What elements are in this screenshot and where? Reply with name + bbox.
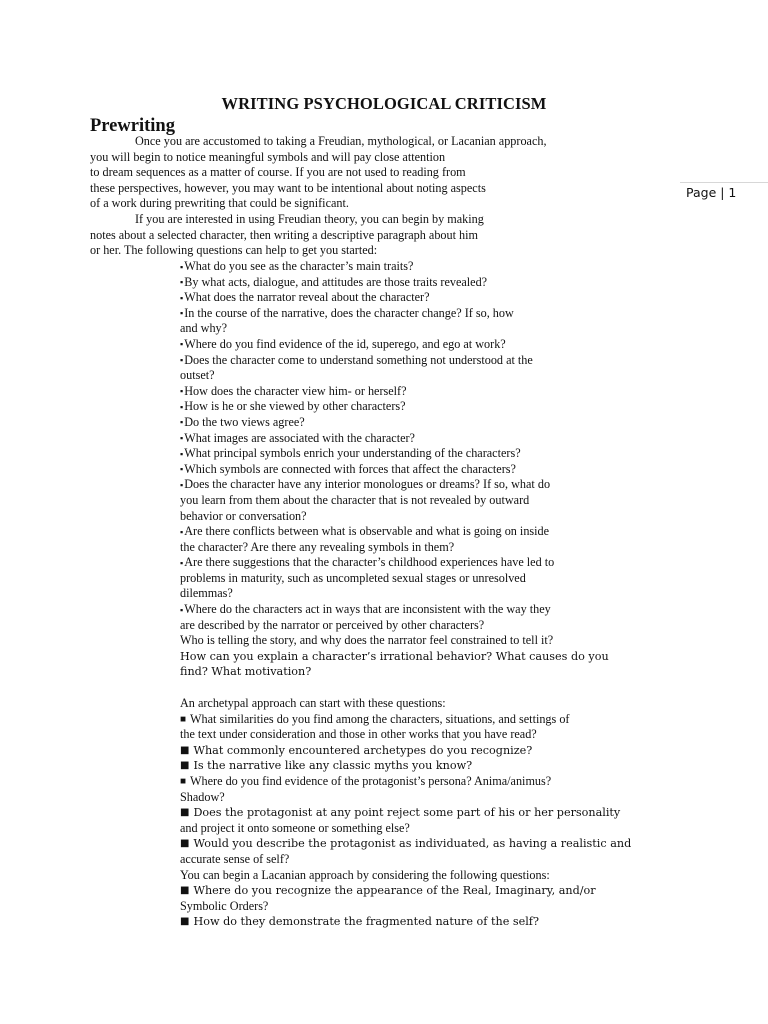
question-text: What do you see as the character’s main traits? (184, 259, 414, 273)
question-text: Is the narrative like any classic myths you know? (193, 759, 473, 773)
question-line (180, 586, 610, 602)
text-line: or her. The following questions can help to get you started: (90, 243, 378, 258)
bullet-icon: ▪ (180, 464, 184, 475)
bullet-icon: ▪ (180, 417, 184, 428)
question-text: you learn from them about the character that is not revealed by outward (180, 492, 530, 507)
question-text: Where do the characters act in ways that are inconsistent with the way they (184, 602, 551, 617)
question-line (180, 399, 610, 415)
question-line (180, 883, 610, 899)
question-line (180, 290, 610, 306)
question-text: By what acts, dialogue, and attitudes are those traits revealed? (184, 274, 488, 289)
text-line: If you are interested in using Freudian theory, you can begin by making (135, 212, 484, 226)
lacanian-question-list (180, 883, 610, 930)
text-line: Once you are accustomed to taking a Freudian, mythological, or Lacanian approach, (135, 134, 547, 148)
question-text: Does the character come to understand something not understood at the (184, 352, 533, 367)
question-text: What commonly encountered archetypes do you recognize? (193, 743, 533, 757)
intro-paragraph-1 (90, 134, 610, 212)
question-line (180, 524, 610, 540)
question-text: accurate sense of self? (180, 851, 290, 866)
question-line (180, 664, 610, 680)
question-line (180, 306, 610, 322)
bullet-icon: ▪ (180, 479, 184, 490)
question-text: Where do you find evidence of the id, superego, and ego at work? (184, 336, 506, 351)
question-text: find? What motivation? (180, 665, 312, 679)
question-line (180, 509, 610, 525)
document-title: WRITING PSYCHOLOGICAL CRITICISM (221, 94, 547, 113)
text-line: these perspectives, however, you may want to be intentional about noting aspects (90, 180, 486, 195)
text-line: to dream sequences as a matter of course. If you are not used to reading from (90, 165, 466, 180)
bullet-icon: ■ (180, 838, 190, 850)
question-text: How do they demonstrate the fragmented nature of the self? (193, 915, 539, 929)
question-text: What does the narrator reveal about the character? (184, 290, 430, 305)
bullet-icon: ▪ (180, 557, 184, 568)
page-header-rule (680, 182, 768, 183)
question-line (180, 836, 632, 852)
freudian-question-list (180, 259, 610, 680)
question-text: Where do you find evidence of the protagonist’s persona? Anima/animus? (190, 773, 552, 788)
bullet-icon: ▪ (180, 261, 184, 272)
question-line (180, 743, 610, 759)
lacanian-intro: You can begin a Lacanian approach by considering the following questions: (180, 867, 550, 882)
bullet-icon: ▪ (180, 526, 184, 537)
question-line (180, 540, 610, 556)
question-text: Does the protagonist at any point reject some part of his or her personality (193, 806, 621, 820)
intro-paragraph-2 (90, 212, 610, 259)
question-line (180, 462, 610, 478)
bullet-icon: ▪ (180, 448, 184, 459)
archetypal-question-list (180, 711, 632, 868)
question-line (180, 805, 621, 821)
bullet-icon: ■ (180, 713, 187, 725)
question-text: What similarities do you find among the characters, situations, and settings of (190, 711, 570, 726)
question-line (180, 571, 610, 587)
question-text: outset? (180, 368, 215, 383)
bullet-icon: ■ (180, 807, 190, 819)
question-line (180, 712, 610, 728)
question-line (180, 259, 610, 275)
question-line (180, 914, 610, 930)
text-line: of a work during prewriting that could be significant. (90, 196, 349, 211)
bullet-icon: ▪ (180, 355, 184, 366)
question-line (180, 649, 610, 665)
question-line (180, 275, 610, 291)
question-line (180, 618, 610, 634)
question-line (180, 758, 610, 774)
archetypal-section (180, 696, 632, 930)
question-text: dilemmas? (180, 586, 233, 601)
question-text: How can you explain a character’s irrational behavior? What causes do you (180, 649, 609, 663)
question-line (180, 727, 610, 743)
bullet-icon: ■ (180, 775, 187, 787)
question-line (180, 602, 610, 618)
question-line (180, 321, 610, 337)
question-text: Where do you recognize the appearance of the Real, Imaginary, and/or (193, 884, 596, 898)
question-line (180, 337, 610, 353)
bullet-icon: ▪ (180, 604, 184, 615)
question-text: Symbolic Orders? (180, 898, 269, 913)
bullet-icon: ▪ (180, 277, 184, 288)
question-text: Shadow? (180, 789, 225, 804)
question-line (180, 821, 610, 837)
bullet-icon: ■ (180, 760, 190, 772)
question-text: How is he or she viewed by other characters? (184, 399, 406, 414)
bullet-icon: ▪ (180, 339, 184, 350)
question-text: How does the character view him- or herself? (184, 383, 407, 398)
question-line (180, 431, 610, 447)
section-heading: Prewriting (90, 116, 175, 136)
question-text: are described by the narrator or perceived by other characters? (180, 617, 485, 632)
bullet-icon: ▪ (180, 292, 184, 303)
question-text: and project it onto someone or something else? (180, 820, 410, 835)
question-line (180, 555, 610, 571)
text-line: you will begin to notice meaningful symbols and will pay close attention (90, 149, 446, 164)
question-line (180, 774, 610, 790)
question-line (180, 493, 610, 509)
question-text: problems in maturity, such as uncompleted sexual stages or unresolved (180, 570, 526, 585)
question-text: Who is telling the story, and why does the narrator feel constrained to tell it? (180, 633, 554, 648)
question-text: Would you describe the protagonist as individuated, as having a realistic and (193, 837, 632, 851)
question-line (180, 415, 610, 431)
question-text: Does the character have any interior monologues or dreams? If so, what do (184, 477, 551, 492)
question-text: Do the two views agree? (184, 414, 305, 429)
question-text: the character? Are there any revealing symbols in them? (180, 539, 455, 554)
question-line (180, 852, 610, 868)
question-text: the text under consideration and those in other works that you have read? (180, 727, 537, 742)
question-line (180, 477, 610, 493)
question-text: Are there conflicts between what is observable and what is going on inside (184, 524, 550, 539)
question-line (180, 368, 610, 384)
archetypal-intro: An archetypal approach can start with these questions: (180, 696, 446, 710)
question-text: In the course of the narrative, does the character change? If so, how (184, 305, 514, 320)
text-line: notes about a selected character, then writing a descriptive paragraph about him (90, 227, 478, 242)
bullet-icon: ■ (180, 744, 190, 756)
question-line (180, 446, 610, 462)
question-text: Are there suggestions that the character’s childhood experiences have led to (184, 555, 555, 570)
bullet-icon: ▪ (180, 386, 184, 397)
bullet-icon: ▪ (180, 308, 184, 319)
bullet-icon: ▪ (180, 433, 184, 444)
page-number-label: Page | 1 (686, 185, 737, 200)
bullet-icon: ▪ (180, 401, 184, 412)
question-text: What principal symbols enrich your understanding of the characters? (184, 446, 521, 461)
question-line (180, 899, 610, 915)
question-text: behavior or conversation? (180, 508, 307, 523)
question-text: Which symbols are connected with forces that affect the characters? (184, 461, 516, 476)
question-line (180, 790, 610, 806)
bullet-icon: ■ (180, 885, 190, 897)
question-text: What images are associated with the character? (184, 430, 415, 445)
question-line (180, 384, 610, 400)
question-line (180, 353, 610, 369)
question-line (180, 633, 610, 649)
bullet-icon: ■ (180, 916, 190, 928)
question-text: and why? (180, 321, 228, 336)
